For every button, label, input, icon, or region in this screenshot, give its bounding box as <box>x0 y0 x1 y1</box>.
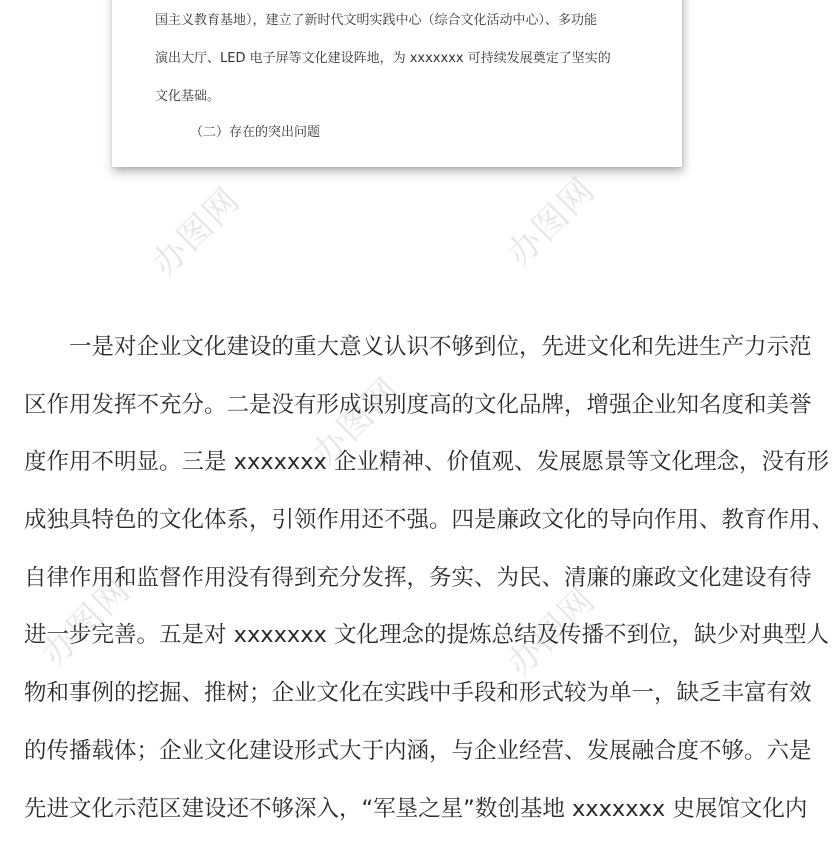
preview-line: 国主义教育基地），建立了新时代文明实践中心（综合文化活动中心）、多功能 <box>155 13 597 29</box>
document-preview-card <box>112 0 682 167</box>
body-line: 一是对企业文化建设的重大意义认识不够到位，先进文化和先进生产力示范 <box>24 325 776 383</box>
watermark: 办图网 <box>28 564 139 675</box>
body-paragraph <box>24 325 776 844</box>
preview-line: 演出大厅、LED 电子屏等文化建设阵地，为 xxxxxxx 可持续发展奠定了坚实的 <box>155 51 611 67</box>
watermark: 办图网 <box>138 174 249 285</box>
preview-section-heading: （二）存在的突出问题 <box>190 125 320 141</box>
body-line: 先进文化示范区建设还不够深入，“军垦之星”数创基地 xxxxxxx 史展馆文化内 <box>24 787 776 844</box>
body-line: 成独具特色的文化体系，引领作用还不强。四是廉政文化的导向作用、教育作用、 <box>24 498 776 556</box>
body-line: 进一步完善。五是对 xxxxxxx 文化理念的提炼总结及传播不到位，缺少对典型人 <box>24 613 776 671</box>
watermark: 办图网 <box>298 364 409 475</box>
body-line: 区作用发挥不充分。二是没有形成识别度高的文化品牌，增强企业知名度和美誉 <box>24 383 776 441</box>
body-line: 的传播载体；企业文化建设形式大于内涵，与企业经营、发展融合度不够。六是 <box>24 729 776 787</box>
watermark: 办图网 <box>493 574 604 685</box>
body-line: 物和事例的挖掘、推树；企业文化在实践中手段和形式较为单一，缺乏丰富有效 <box>24 671 776 729</box>
body-line: 自律作用和监督作用没有得到充分发挥，务实、为民、清廉的廉政文化建设有待 <box>24 556 776 614</box>
preview-line: 文化基础。 <box>155 89 220 105</box>
watermark: 办图网 <box>493 164 604 275</box>
body-line: 度作用不明显。三是 xxxxxxx 企业精神、价值观、发展愿景等文化理念，没有形 <box>24 440 776 498</box>
